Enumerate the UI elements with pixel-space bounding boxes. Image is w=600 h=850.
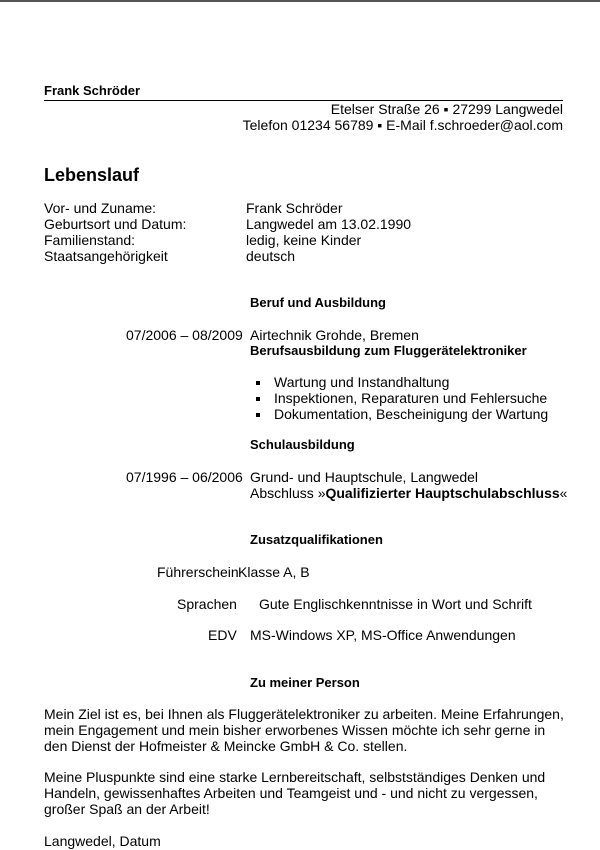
schule-period: 07/1996 – 06/2006 [126,469,243,485]
zusatz-value: Gute Englischkenntnisse in Wort und Schrift [259,596,532,612]
schule-name: Grund- und Hauptschule, Langwedel [250,469,479,485]
section-heading-zusatz: Zusatzqualifikationen [250,532,383,547]
page-title: Lebenslauf [44,165,140,185]
header-address: Etelser Straße 26 ▪ 27299 Langwedel [330,101,563,117]
beruf-period: 07/2006 – 08/2009 [126,327,243,343]
bullet-icon [256,413,260,417]
personal-value: ledig, keine Kinder [246,232,362,248]
list-item: Wartung und Instandhaltung [274,374,450,390]
zusatz-label: EDV [208,627,237,643]
personal-value: Frank Schröder [246,200,343,216]
zusatz-label: Führerschein [157,564,239,580]
top-border [0,0,600,2]
header-name: Frank Schröder [44,83,141,98]
section-heading-beruf: Beruf und Ausbildung [250,295,386,310]
bullet-icon [256,381,260,385]
beruf-position: Berufsausbildung zum Fluggerätelektroniker [250,343,527,358]
personal-value: Langwedel am 13.02.1990 [246,216,412,232]
list-item: Inspektionen, Reparaturen und Fehlersuche [274,390,548,406]
personal-label: Geburtsort und Datum: [44,216,187,232]
zusatz-label: Sprachen [177,596,237,612]
header-contact: Telefon 01234 56789 ▪ E-Mail f.schroeder@aol.com [242,117,563,133]
personal-label: Staatsangehörigkeit [44,248,168,264]
result-prefix: Abschluss » [250,485,326,501]
personal-value: deutsch [246,248,296,264]
schule-result [250,485,567,501]
person-paragraph: Mein Ziel ist es, bei Ihnen als Fluggerätelektroniker zu arbeiten. Meine Erfahrungen, mein Engagement und mein bisher erworbenes Wissen möchte ich sehr gerne in den Dienst der Hofmeister & Meincke GmbH & Co. stellen. [44,706,564,754]
personal-label: Vor- und Zuname: [44,200,157,216]
personal-label: Familienstand: [44,232,136,248]
zusatz-value: MS-Windows XP, MS-Office Anwendungen [250,627,516,643]
beruf-employer: Airtechnik Grohde, Bremen [250,327,419,343]
list-item: Dokumentation, Bescheinigung der Wartung [274,406,549,422]
closing-place-date: Langwedel, Datum [44,833,161,849]
bullet-icon [256,397,260,401]
section-heading-person: Zu meiner Person [250,675,360,690]
zusatz-value: Klasse A, B [238,564,310,580]
person-paragraph: Meine Pluspunkte sind eine starke Lernbereitschaft, selbstständiges Denken und Handeln, gewissenhaftes Arbeiten und Teamgeist und - und nicht zu vergessen, großer Spaß an der Arbeit! [44,769,546,817]
section-heading-schule: Schulausbildung [250,437,355,452]
result-bold: Qualifizierter Hauptschulabschluss [325,485,560,501]
result-suffix: « [559,485,568,501]
